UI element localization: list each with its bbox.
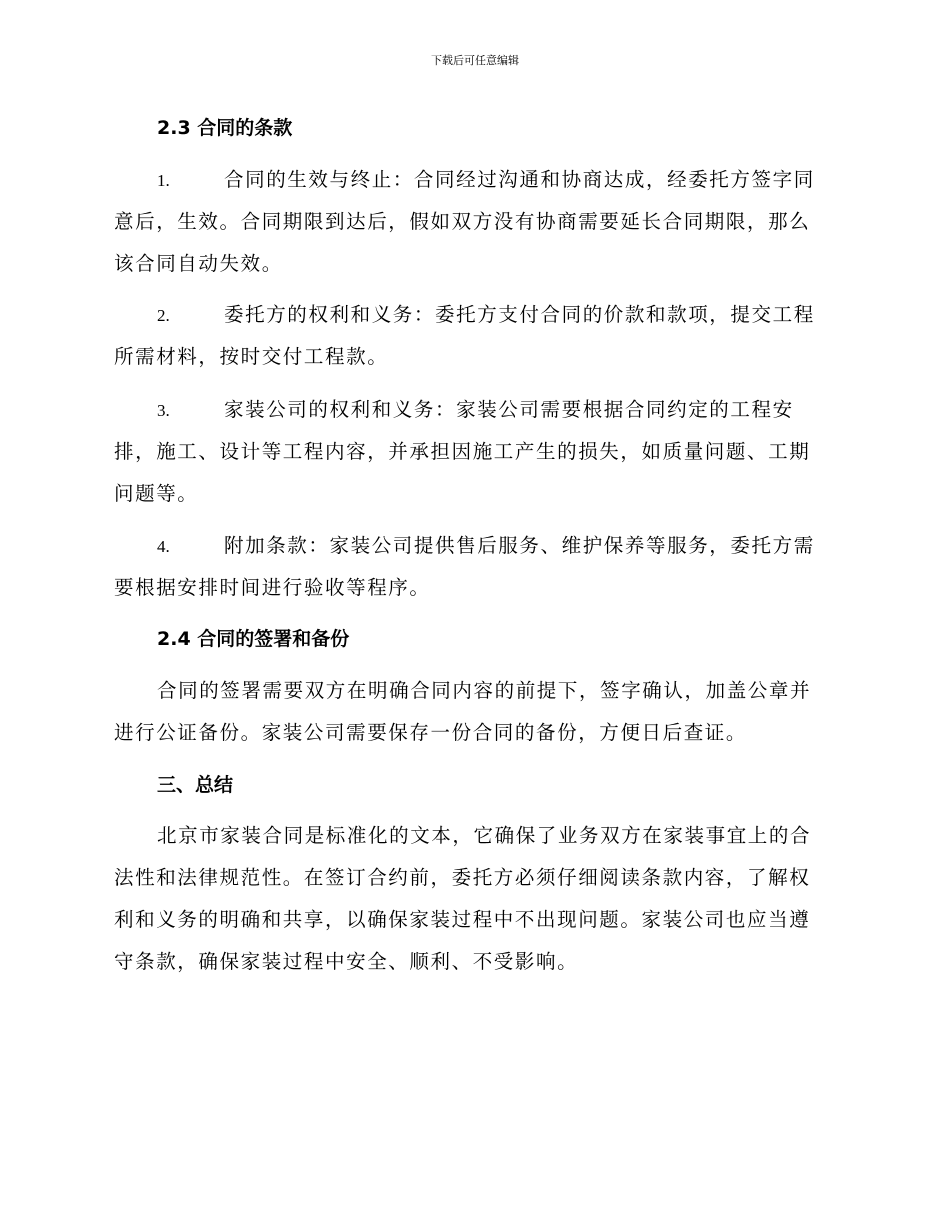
clause-item-4-line-1 [114, 525, 834, 567]
summary-line-1 [114, 815, 834, 857]
section-2-4-line-2: 进行公证备份。家装公司需要保存一份合同的备份，方便日后查证。 [114, 721, 748, 744]
summary-paragraph [114, 815, 834, 983]
clause-item-1-line-3: 该合同自动失效。 [114, 252, 283, 275]
page-header: 下载后可任意编辑 [431, 54, 519, 67]
clause-item-3-number: 3. [157, 401, 170, 420]
clause-item-4-line-2: 要根据安排时间进行验收等程序。 [114, 576, 431, 599]
summary-line-4: 守条款，确保家装过程中安全、顺利、不受影响。 [114, 950, 579, 973]
clause-item-3-line-2: 排，施工、设计等工程内容，并承担因施工产生的损失，如质量问题、工期 [114, 440, 811, 463]
clause-item-3-line-1 [114, 389, 834, 431]
section-2-3-heading: 2.3 合同的条款 [157, 117, 293, 139]
clause-item-4 [114, 525, 834, 609]
clause-item-1-text-1: 合同的生效与终止：合同经过沟通和协商达成，经委托方签字同 [224, 168, 815, 191]
clause-item-2 [114, 294, 834, 378]
clause-item-3-line-3: 问题等。 [114, 482, 199, 505]
section-2-4-paragraph [114, 670, 834, 754]
clause-item-2-number: 2. [157, 306, 170, 325]
clause-item-1-line-2: 意后，生效。合同期限到达后，假如双方没有协商需要延长合同期限，那么 [114, 210, 811, 233]
clause-item-2-line-2: 所需材料，按时交付工程款。 [114, 345, 389, 368]
summary-line-2: 法性和法律规范性。在签订合约前，委托方必须仔细阅读条款内容，了解权 [114, 866, 811, 889]
clause-item-3-text-1: 家装公司的权利和义务：家装公司需要根据合同约定的工程安 [224, 398, 794, 421]
summary-line-3: 利和义务的明确和共享，以确保家装过程中不出现问题。家装公司也应当遵 [114, 908, 811, 931]
clause-item-1-line-1 [114, 159, 834, 201]
section-2-4-heading: 2.4 合同的签署和备份 [157, 628, 350, 650]
clause-item-3 [114, 389, 834, 515]
clause-item-1-number: 1. [157, 171, 170, 190]
section-2-4-line-1 [114, 670, 834, 712]
clause-item-2-text-1: 委托方的权利和义务：委托方支付合同的价款和款项，提交工程 [224, 303, 815, 326]
clause-item-2-line-1 [114, 294, 834, 336]
section-2-4-text-1: 合同的签署需要双方在明确合同内容的前提下，签字确认，加盖公章并 [157, 679, 812, 702]
clause-item-4-text-1: 附加条款：家装公司提供售后服务、维护保养等服务，委托方需 [224, 534, 815, 557]
summary-text-1: 北京市家装合同是标准化的文本，它确保了业务双方在家装事宜上的合 [157, 824, 812, 847]
clause-item-1 [114, 159, 834, 285]
clause-item-4-number: 4. [157, 537, 170, 556]
section-3-heading: 三、总结 [157, 774, 234, 796]
